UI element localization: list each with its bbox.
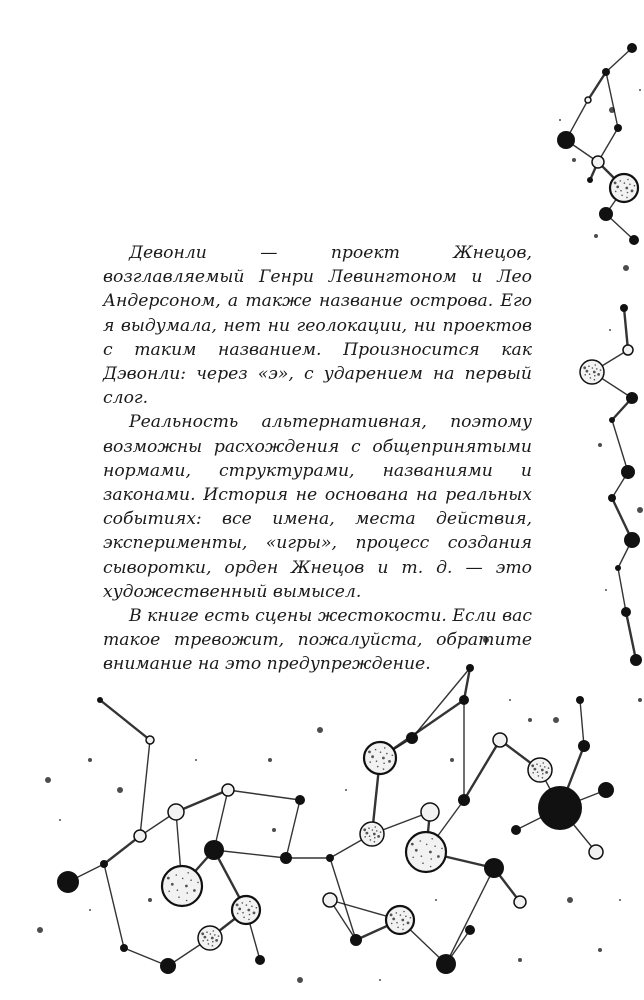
node-speckle [382, 757, 385, 760]
node-speckle [437, 855, 440, 858]
node-speckle [541, 769, 544, 772]
node-speckle [213, 930, 215, 932]
network-node [630, 654, 642, 666]
node-speckle [374, 841, 376, 843]
network-link [104, 836, 140, 864]
node-speckle [392, 918, 395, 921]
ink-dot [88, 758, 92, 762]
node-speckle [431, 858, 433, 860]
node-speckle [586, 370, 589, 373]
node-speckle [207, 939, 209, 941]
network-node [576, 696, 584, 704]
network-node [168, 804, 184, 820]
network-link [214, 850, 286, 858]
node-speckle [369, 835, 371, 837]
node-speckle [201, 932, 204, 935]
node-speckle [401, 919, 404, 922]
node-speckle [616, 186, 619, 189]
node-speckle [396, 912, 398, 914]
network-link [286, 800, 300, 858]
node-speckle [251, 906, 253, 908]
node-speckle [627, 192, 629, 194]
node-speckle [626, 197, 628, 199]
network-node [386, 906, 414, 934]
node-speckle [548, 767, 550, 769]
node-speckle [620, 180, 622, 182]
disclaimer-text [103, 241, 532, 677]
node-speckle [386, 753, 388, 755]
node-speckle [588, 365, 590, 367]
node-speckle [204, 936, 207, 939]
node-speckle [375, 749, 377, 751]
node-speckle [402, 929, 404, 931]
paragraph-violence-warning: В книге есть сцены жестокости. Если вас такое тревожит, пожалуйста, обратите внимание на это предупреждение. [103, 606, 532, 675]
ink-dot [59, 819, 61, 821]
node-speckle [594, 375, 596, 377]
network-node [602, 68, 610, 76]
network-node [587, 177, 593, 183]
node-speckle [434, 845, 436, 847]
node-speckle [168, 891, 170, 893]
node-speckle [366, 832, 369, 835]
node-speckle [538, 775, 540, 777]
ink-dot [317, 727, 323, 733]
ink-dot [559, 119, 561, 121]
node-speckle [210, 933, 212, 935]
network-node [232, 896, 260, 924]
ink-dot [528, 718, 532, 722]
node-speckle [249, 914, 251, 916]
network-node [578, 740, 590, 752]
network-link [612, 420, 628, 472]
ink-dot [605, 589, 607, 591]
network-node [134, 830, 146, 842]
network-node [146, 736, 154, 744]
network-node [364, 742, 396, 774]
network-node [198, 926, 222, 950]
network-node [120, 944, 128, 952]
node-speckle [380, 831, 382, 833]
network-link [626, 612, 636, 660]
node-speckle [411, 843, 414, 846]
node-speckle [190, 879, 192, 881]
node-speckle [247, 909, 250, 912]
ink-dot [345, 789, 347, 791]
node-speckle [177, 889, 179, 891]
network-node [160, 958, 176, 974]
network-node [326, 854, 334, 862]
node-speckle [218, 935, 220, 937]
ink-dot [609, 329, 611, 331]
node-speckle [388, 760, 391, 763]
node-speckle [187, 892, 189, 894]
ink-dot [450, 758, 454, 762]
network-node [599, 207, 613, 221]
node-speckle [237, 913, 239, 915]
network-node [100, 860, 108, 868]
network-node [360, 822, 384, 846]
node-speckle [615, 191, 617, 193]
node-speckle [392, 755, 394, 757]
node-speckle [422, 862, 424, 864]
node-speckle [614, 182, 617, 185]
node-speckle [214, 934, 216, 936]
node-speckle [430, 866, 432, 868]
node-speckle [246, 904, 248, 906]
ink-dot [623, 265, 629, 271]
node-speckle [412, 857, 414, 859]
node-speckle [593, 371, 596, 374]
node-speckle [592, 367, 594, 369]
node-speckle [371, 755, 374, 758]
ink-dot [117, 787, 123, 793]
node-speckle [202, 940, 204, 942]
network-node [589, 845, 603, 859]
node-speckle [625, 187, 628, 190]
node-speckle [377, 835, 380, 838]
node-speckle [167, 877, 170, 880]
node-speckle [629, 184, 631, 186]
network-link [606, 72, 618, 128]
ink-dot [567, 897, 573, 903]
node-speckle [372, 829, 374, 831]
network-node [350, 934, 362, 946]
node-speckle [600, 369, 602, 371]
network-node [421, 803, 439, 821]
network-node [458, 794, 470, 806]
node-speckle [426, 844, 428, 846]
node-speckle [583, 366, 586, 369]
network-node [614, 124, 622, 132]
node-speckle [403, 911, 405, 913]
network-node [621, 465, 635, 479]
network-node [484, 858, 504, 878]
node-speckle [542, 773, 544, 775]
network-node [406, 732, 418, 744]
network-node [204, 840, 224, 860]
network-node [626, 392, 638, 404]
node-speckle [243, 917, 245, 919]
node-speckle [410, 917, 412, 919]
node-speckle [373, 833, 376, 836]
paragraph-alternative-reality: Реальность альтернативная, поэтому возможны расхождения с общепринятыми нормами, структурами, названиями и законами. История не основана на реальных событиях: все имена, места действия, эксперименты, «игры», процесс создания сыворотки, орден Жнецов и т. д. — это художественный вымысел. [103, 412, 532, 602]
node-speckle [215, 939, 218, 942]
ink-dot [379, 979, 381, 981]
node-speckle [420, 840, 422, 842]
ink-dot [518, 958, 522, 962]
network-link [624, 308, 628, 350]
node-speckle [540, 765, 542, 767]
ink-dot [638, 698, 642, 702]
ink-dot [609, 107, 615, 113]
network-link [618, 568, 626, 612]
ink-dot [553, 717, 559, 723]
node-speckle [534, 768, 537, 771]
network-node [615, 565, 621, 571]
network-node [610, 174, 638, 202]
network-link [228, 790, 300, 800]
network-link [580, 700, 584, 746]
paragraph-devonly: Девонли — проект Жнецов, возглавляемый Генри Левингтоном и Лео Андерсоном, а также название острова. Его я выдумала, нет ни геолокации, ни проектов с таким названием. Произносится как Дэвонли: через «э», с ударением на первый слог. [103, 243, 532, 409]
node-speckle [242, 912, 244, 914]
node-speckle [429, 851, 432, 854]
ink-dot [637, 507, 643, 513]
network-node [624, 532, 640, 548]
network-node [459, 695, 469, 705]
node-speckle [176, 874, 178, 876]
ink-dot [195, 759, 197, 761]
network-node [162, 866, 202, 906]
node-speckle [370, 839, 372, 841]
node-speckle [377, 766, 379, 768]
node-speckle [208, 943, 210, 945]
network-node [222, 784, 234, 796]
node-speckle [368, 827, 370, 829]
node-speckle [415, 849, 418, 852]
node-speckle [249, 901, 251, 903]
network-node [514, 896, 526, 908]
node-speckle [368, 751, 371, 754]
network-node [97, 697, 103, 703]
node-speckle [400, 914, 402, 916]
network-link [100, 700, 150, 740]
network-node [629, 235, 639, 245]
node-speckle [182, 878, 184, 880]
node-speckle [363, 828, 366, 831]
node-speckle [620, 190, 622, 192]
network-node [598, 782, 614, 798]
node-speckle [595, 364, 597, 366]
network-link [464, 740, 500, 800]
network-node [295, 795, 305, 805]
node-speckle [185, 885, 188, 888]
node-speckle [396, 922, 398, 924]
node-speckle [186, 900, 188, 902]
ink-dot [268, 758, 272, 762]
node-speckle [627, 179, 629, 181]
node-speckle [542, 777, 544, 779]
ink-dot [594, 234, 598, 238]
node-speckle [590, 377, 592, 379]
node-speckle [634, 185, 636, 187]
ink-dot [45, 777, 51, 783]
node-speckle [374, 837, 376, 839]
node-speckle [238, 908, 241, 911]
node-speckle [431, 838, 433, 840]
ink-dot [89, 909, 91, 911]
network-node [323, 893, 337, 907]
node-speckle [383, 768, 385, 770]
node-speckle [537, 771, 539, 773]
ink-dot [272, 828, 276, 832]
node-speckle [545, 771, 548, 774]
node-speckle [589, 373, 591, 375]
network-node [538, 786, 582, 830]
node-speckle [211, 937, 214, 940]
node-speckle [197, 882, 199, 884]
node-speckle [236, 904, 239, 907]
ink-dot [435, 899, 437, 901]
node-speckle [407, 922, 410, 925]
network-node [585, 97, 591, 103]
node-speckle [376, 830, 378, 832]
ink-dot [297, 977, 303, 983]
node-speckle [544, 766, 546, 768]
node-speckle [242, 902, 244, 904]
node-speckle [621, 195, 623, 197]
node-speckle [403, 924, 405, 926]
node-speckle [441, 848, 443, 850]
node-speckle [397, 927, 399, 929]
network-node [406, 832, 446, 872]
node-speckle [376, 760, 378, 762]
network-link [104, 864, 124, 948]
ink-dot [37, 927, 43, 933]
node-speckle [187, 872, 189, 874]
node-speckle [212, 945, 214, 947]
network-node [621, 607, 631, 617]
node-speckle [594, 379, 596, 381]
node-speckle [391, 923, 393, 925]
node-speckle [584, 374, 586, 376]
network-node [255, 955, 265, 965]
network-node [609, 417, 615, 423]
node-speckle [380, 751, 382, 753]
node-speckle [597, 373, 600, 376]
node-speckle [375, 826, 377, 828]
node-speckle [178, 896, 180, 898]
ink-dot [598, 443, 602, 447]
ink-dot [148, 898, 152, 902]
ink-dot [598, 948, 602, 952]
ink-dot [639, 89, 641, 91]
network-node [280, 852, 292, 864]
node-speckle [624, 182, 626, 184]
ink-dot [619, 899, 621, 901]
network-node [580, 360, 604, 384]
ink-dot [509, 699, 511, 701]
node-speckle [596, 368, 598, 370]
node-speckle [536, 763, 538, 765]
node-speckle [193, 889, 196, 892]
node-speckle [421, 855, 423, 857]
network-node [57, 871, 79, 893]
node-speckle [531, 764, 534, 767]
ink-dot [572, 158, 576, 162]
node-speckle [405, 916, 407, 918]
network-node [623, 345, 633, 355]
node-speckle [543, 762, 545, 764]
node-speckle [631, 190, 634, 193]
node-speckle [248, 919, 250, 921]
node-speckle [171, 883, 174, 886]
network-node [465, 925, 475, 935]
node-speckle [532, 772, 534, 774]
network-node [592, 156, 604, 168]
network-node [528, 758, 552, 782]
network-node [620, 304, 628, 312]
node-speckle [253, 912, 256, 915]
node-speckle [364, 836, 366, 838]
network-node [436, 954, 456, 974]
node-speckle [256, 907, 258, 909]
network-node [627, 43, 637, 53]
network-link [446, 868, 494, 964]
network-node [557, 131, 575, 149]
node-speckle [206, 931, 208, 933]
node-speckle [383, 763, 385, 765]
network-link [588, 72, 606, 100]
network-link [606, 48, 632, 72]
network-node [511, 825, 521, 835]
network-node [493, 733, 507, 747]
network-node [608, 494, 616, 502]
network-link [140, 740, 150, 836]
node-speckle [384, 747, 386, 749]
node-speckle [212, 941, 214, 943]
node-speckle [390, 914, 393, 917]
node-speckle [369, 761, 371, 763]
